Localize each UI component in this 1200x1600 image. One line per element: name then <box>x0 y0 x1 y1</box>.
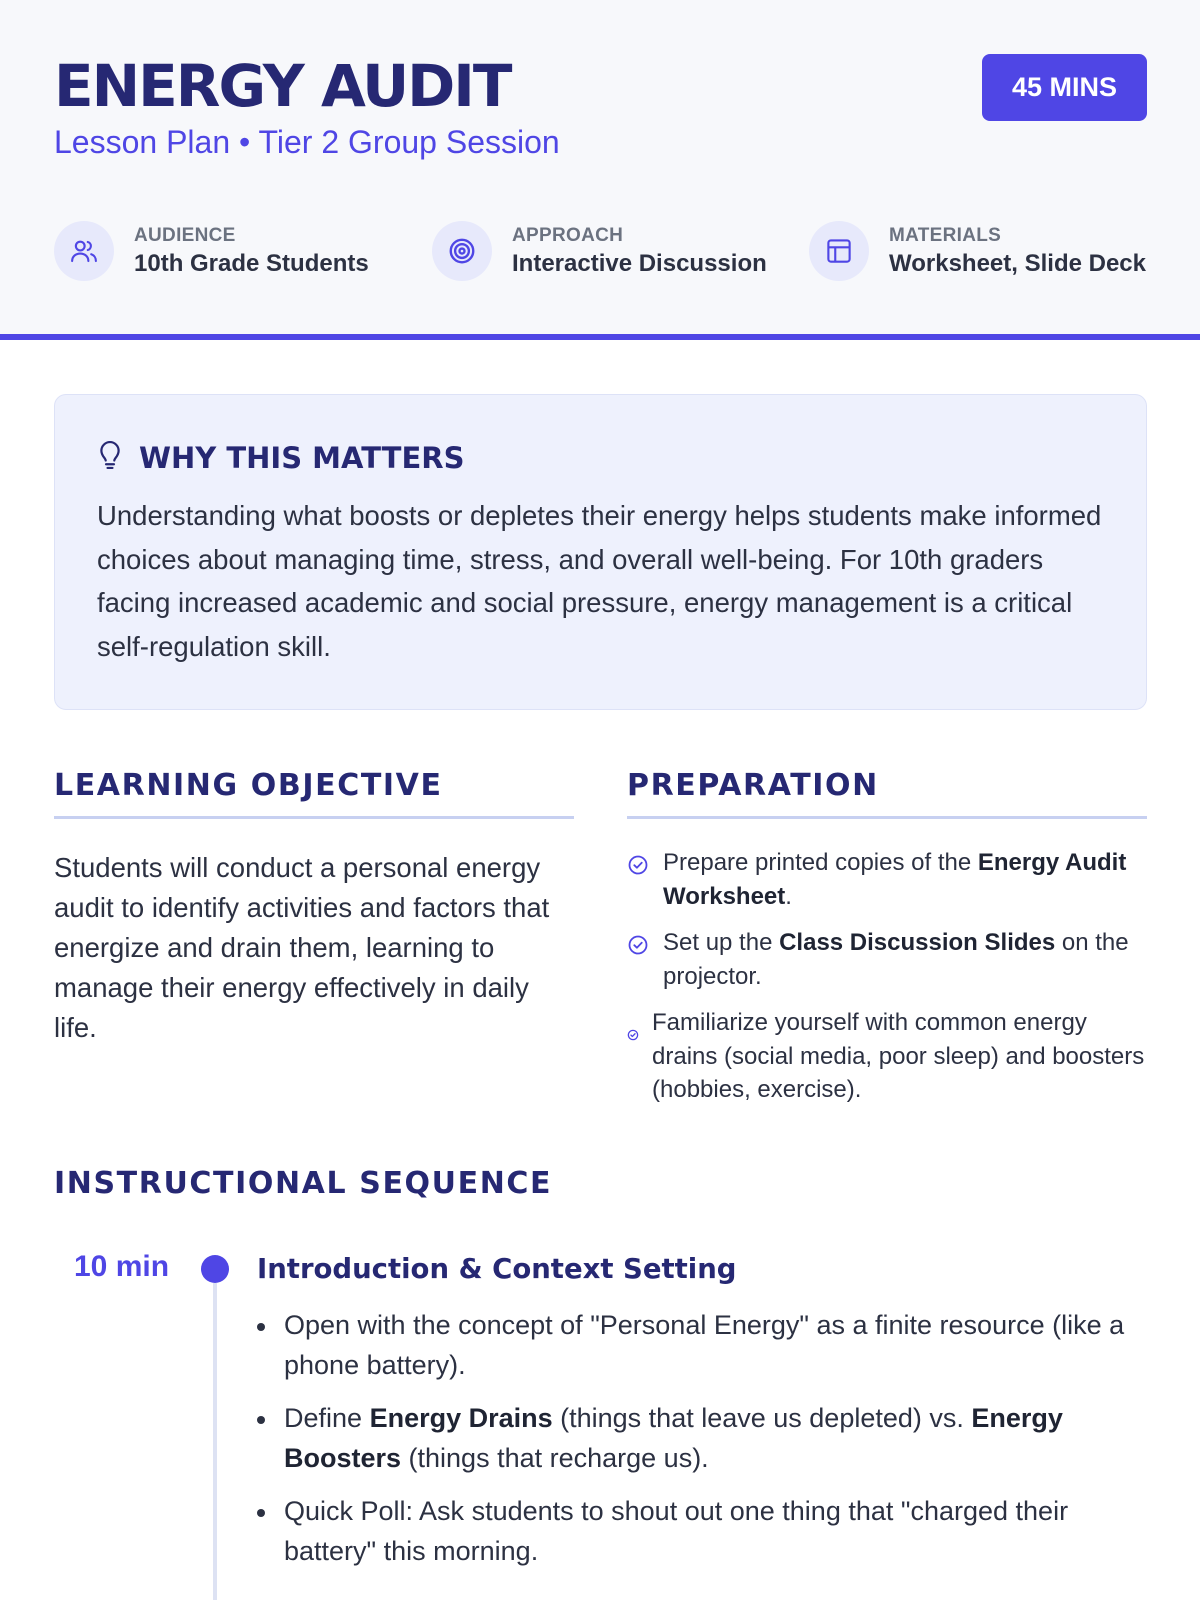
meta-value: Worksheet, Slide Deck <box>889 249 1146 277</box>
step-bullet <box>257 1491 1137 1571</box>
timeline-line <box>213 1283 217 1600</box>
preparation-emphasis: Class Discussion Slides <box>779 929 1056 956</box>
preparation-text: . <box>785 882 792 910</box>
step-bullet <box>257 1398 1137 1478</box>
page-subtitle: Lesson Plan • Tier 2 Group Session <box>54 124 560 160</box>
layout-icon <box>809 221 869 281</box>
preparation-heading: PREPARATION <box>627 768 879 803</box>
target-icon <box>432 221 492 281</box>
step-title: Introduction & Context Setting <box>257 1253 737 1285</box>
page-header <box>0 0 1200 340</box>
why-this-matters-card <box>54 394 1147 710</box>
meta-materials <box>809 220 1146 282</box>
preparation-item <box>627 846 1147 913</box>
objective-text: Students will conduct a personal energy audit to identify activities and factors that energize and drain them, learning to manage their energy effectively in daily life. <box>54 852 550 1043</box>
step-bullets <box>257 1305 1137 1584</box>
preparation-item <box>627 926 1147 993</box>
step-bullet-text: Open with the concept of "Personal Energy" as a finite resource (like a phone battery). <box>284 1310 1125 1380</box>
preparation-text: Set up the <box>663 929 780 956</box>
step-bullet-text: (things that leave us depleted) vs. <box>552 1403 972 1433</box>
step-duration: 10 min <box>74 1250 170 1283</box>
preparation-emphasis: Energy Audit Worksheet <box>663 849 1127 910</box>
meta-value: Interactive Discussion <box>512 249 767 277</box>
why-title: WHY THIS MATTERS <box>139 440 465 475</box>
sequence-heading: INSTRUCTIONAL SEQUENCE <box>54 1166 553 1201</box>
step-bullet-text: (things that recharge us). <box>401 1443 709 1473</box>
page-title: ENERGY AUDIT <box>54 52 511 120</box>
preparation-item <box>627 1006 1147 1107</box>
objective-heading: LEARNING OBJECTIVE <box>54 768 443 803</box>
meta-label: AUDIENCE <box>134 224 236 246</box>
meta-label: APPROACH <box>512 224 624 246</box>
meta-approach <box>432 220 767 282</box>
preparation-list <box>627 846 1147 1120</box>
step-bullet-emphasis: Energy Boosters <box>284 1403 1063 1473</box>
users-icon <box>54 221 114 281</box>
step-bullet-emphasis: Energy Drains <box>369 1403 553 1433</box>
preparation-divider <box>627 816 1147 819</box>
timeline-dot <box>201 1255 229 1283</box>
preparation-text: Prepare printed copies of the <box>663 849 978 876</box>
lightbulb-icon <box>97 439 123 476</box>
check-circle-icon <box>627 852 649 886</box>
step-bullet-text: Quick Poll: Ask students to shout out one thing that "charged their battery" this morning. <box>284 1496 1069 1566</box>
meta-label: MATERIALS <box>889 224 1002 246</box>
check-circle-icon <box>627 932 649 966</box>
check-circle-icon <box>627 1017 639 1051</box>
why-text: Understanding what boosts or depletes their energy helps students make informed choices about managing time, stress, and overall well-being. For 10th graders facing increased academic and social pressure, energy management is a critical self-regulation skill. <box>97 500 1102 662</box>
meta-audience <box>54 220 369 282</box>
objective-divider <box>54 816 574 819</box>
meta-value: 10th Grade Students <box>134 249 369 277</box>
preparation-text: on the projector. <box>663 929 1129 990</box>
preparation-text: Familiarize yourself with common energy drains (social media, poor sleep) and boosters (hobbies, exercise). <box>652 1009 1145 1103</box>
duration-badge: 45 MINS <box>982 54 1147 121</box>
step-bullet-text: Define <box>284 1403 370 1433</box>
step-bullet <box>257 1305 1137 1385</box>
